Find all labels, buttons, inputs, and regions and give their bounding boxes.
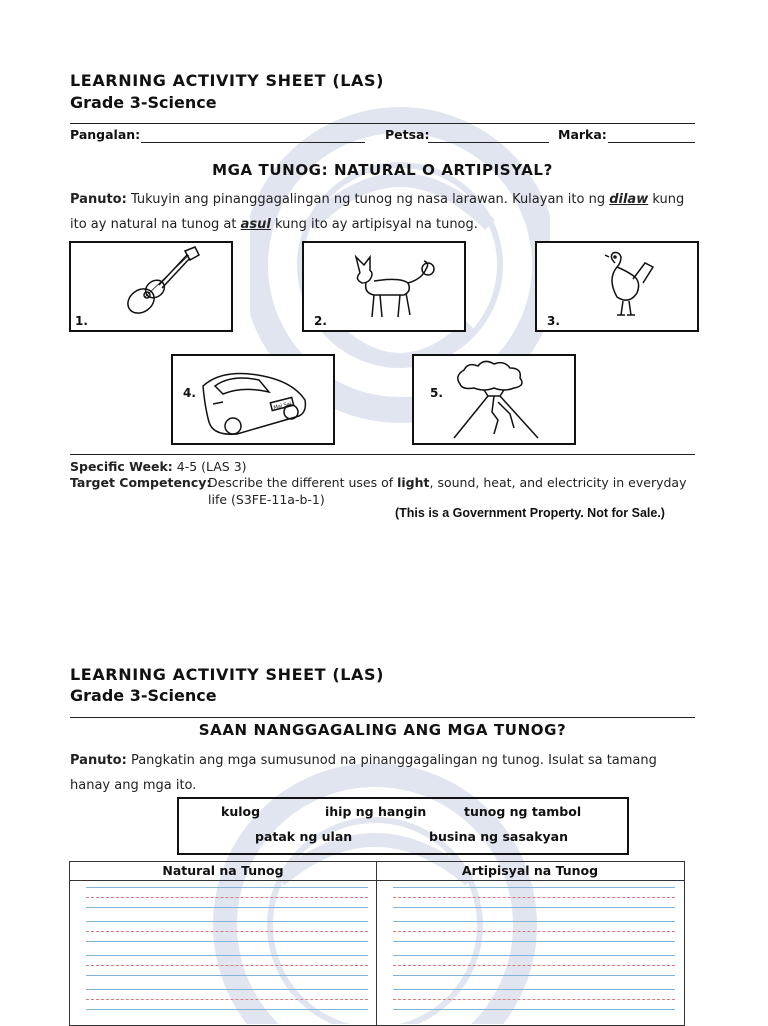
grade-subject-2: Grade 3-Science [70,686,217,705]
target-competency-label: Target Competency: [70,475,212,490]
dog-icon [304,243,464,330]
instruction-label: Panuto: [70,192,127,207]
specific-week-value: 4-5 (LAS 3) [172,459,247,474]
word-bank-item: ihip ng hangin [325,804,427,819]
picture-box-1[interactable] [69,241,233,332]
government-property-note: (This is a Government Property. Not for Sale.) [395,506,665,520]
footer-divider [70,454,695,455]
guitar-icon [71,243,231,330]
word-bank-item: tunog ng tambol [464,804,582,819]
date-label: Petsa: [385,127,430,142]
score-label: Marka: [558,127,607,142]
activity-title: MGA TUNOG: NATURAL O ARTIPISYAL? [212,161,553,179]
answer-table [69,861,685,1026]
instruction-label-2: Panuto: [70,753,127,768]
specific-week-label: Specific Week: [70,459,173,474]
natural-column-header: Natural na Tunog [162,863,284,878]
bird-icon [537,243,697,330]
car-icon [173,356,333,443]
instruction-text: Panuto: Tukuyin ang pinanggagalingan ng tunog ng nasa larawan. Kulayan ito ng dilaw kung ito ay natural na tunog at asul kung ito ay artipisyal na tunog. [70,192,685,232]
picture-box-4[interactable] [171,354,335,445]
word-bank-item: kulog [221,804,261,819]
artificial-column-header: Artipisyal na Tunog [461,863,599,878]
car-plate-text: Mai Sai [273,400,292,412]
name-field[interactable] [141,142,365,143]
las-title-2: LEARNING ACTIVITY SHEET (LAS) [70,665,385,684]
activity-title-2: SAAN NANGGAGALING ANG MGA TUNOG? [198,721,567,739]
picture-number-4: 4. [183,386,196,400]
instruction-text-2: Panuto: Pangkatin ang mga sumusunod na pinanggagalingan ng tunog. Isulat sa tamang hanay ang mga ito. [70,753,657,793]
header-divider-2 [70,717,695,718]
date-field[interactable] [428,142,549,143]
word-bank [177,797,629,855]
picture-number-5: 5. [430,386,443,400]
picture-number-3: 3. [547,314,560,328]
picture-number-2: 2. [314,314,327,328]
picture-box-3[interactable] [535,241,699,332]
blue-keyword: asul [240,217,271,232]
target-competency-text: Describe the different uses of light, sound, heat, and electricity in everyday life (S3FE-11a-b-1) [208,475,687,507]
natural-answer-area[interactable] [70,881,376,1025]
yellow-keyword: dilaw [609,192,649,207]
word-bank-item: busina ng sasakyan [429,829,569,844]
name-label: Pangalan: [70,127,141,142]
picture-box-5[interactable] [412,354,576,445]
word-bank-item: patak ng ulan [255,829,353,844]
score-field[interactable] [608,142,695,143]
artificial-answer-area[interactable] [377,881,683,1025]
picture-number-1: 1. [75,314,88,328]
header-divider [70,123,695,124]
las-title: LEARNING ACTIVITY SHEET (LAS) [70,71,385,90]
grade-subject: Grade 3-Science [70,93,217,112]
light-keyword: light [397,475,430,490]
picture-box-2[interactable] [302,241,466,332]
specific-week [70,458,247,475]
